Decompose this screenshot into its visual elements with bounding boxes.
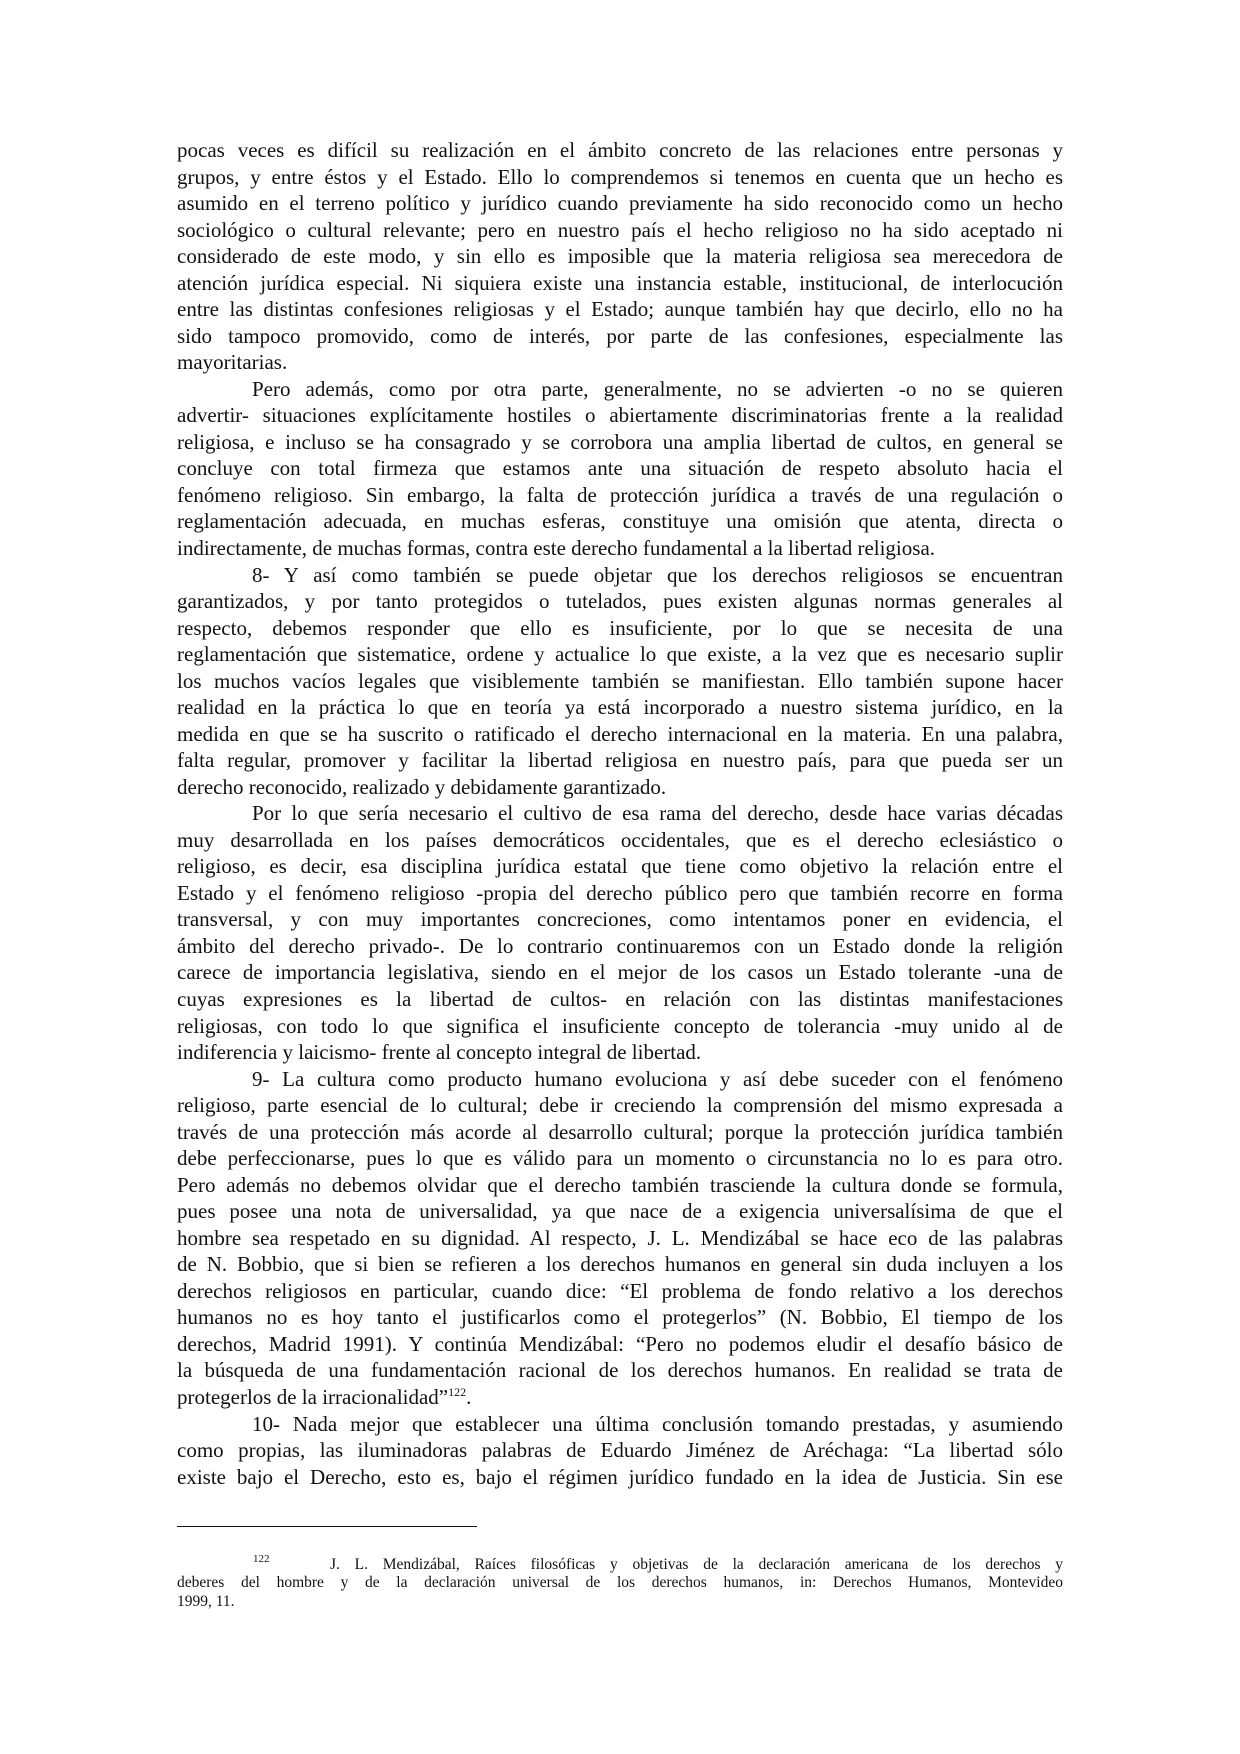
footnote-line xyxy=(177,1574,1063,1592)
line-text: medida en que se ha suscrito o ratificado el derecho internacional en la materia. En una palabra, xyxy=(177,721,1063,746)
text-line xyxy=(177,694,1063,721)
text-line xyxy=(177,455,1063,482)
line-text: Por lo que sería necesario el cultivo de esa rama del derecho, desde hace varias décadas xyxy=(252,801,1063,826)
text-line xyxy=(177,482,1063,509)
line-text: 10- Nada mejor que establecer una última conclusión tomando prestadas, y asumiendo xyxy=(252,1411,1063,1436)
line-text: advertir- situaciones explícitamente hostiles o abiertamente discriminatorias frente a la realidad xyxy=(177,403,1063,428)
body-text xyxy=(177,137,1063,1490)
text-line xyxy=(177,986,1063,1013)
line-text: fenómeno religioso. Sin embargo, la falta de protección jurídica a través de una regulación o xyxy=(177,482,1063,507)
text-line xyxy=(177,1225,1063,1252)
text-line xyxy=(177,349,1063,376)
paragraph xyxy=(177,376,1063,562)
text-line xyxy=(177,615,1063,642)
paragraph xyxy=(177,137,1063,376)
text-line xyxy=(177,535,1063,562)
footnote-text: J. L. Mendizábal, Raíces filosóficas y objetivas de la declaración americana de los derechos y xyxy=(330,1556,1063,1573)
text-line xyxy=(177,1437,1063,1464)
footnote-reference[interactable]: 122 xyxy=(448,1384,467,1399)
text-line xyxy=(177,1331,1063,1358)
text-line xyxy=(177,137,1063,164)
text-line xyxy=(177,774,1063,801)
text-line xyxy=(177,721,1063,748)
text-line xyxy=(177,1464,1063,1491)
text-line xyxy=(177,376,1063,403)
line-text: religioso, es decir, esa disciplina jurídica estatal que tiene como objetivo la relación entre el xyxy=(177,854,1063,879)
line-text: pues posee una nota de universalidad, ya que nace de a exigencia universalísima de que el xyxy=(177,1199,1063,1224)
line-text: 9- La cultura como producto humano evoluciona y así debe suceder con el fenómeno xyxy=(252,1066,1063,1091)
text-line xyxy=(177,270,1063,297)
text-line xyxy=(177,323,1063,350)
text-line xyxy=(177,1198,1063,1225)
text-line xyxy=(177,296,1063,323)
text-line xyxy=(177,1039,1063,1066)
line-text: asumido en el terreno político y jurídico cuando previamente ha sido reconocido como un hecho xyxy=(177,191,1063,216)
text-line xyxy=(177,217,1063,244)
line-text: concluye con total firmeza que estamos ante una situación de respeto absoluto hacia el xyxy=(177,456,1063,481)
line-text: debe perfeccionarse, pues lo que es válido para un momento o circunstancia no lo es para otro. xyxy=(177,1146,1063,1171)
text-line xyxy=(177,1066,1063,1093)
line-text: Estado y el fenómeno religioso -propia del derecho público pero que también recorre en forma xyxy=(177,880,1063,905)
text-line xyxy=(177,402,1063,429)
line-text: garantizados, y por tanto protegidos o tutelados, pues existen algunas normas generales al xyxy=(177,589,1063,614)
line-text: derechos, Madrid 1991). Y continúa Mendizábal: “Pero no podemos eludir el desafío básico de xyxy=(177,1331,1063,1356)
line-text: sido tampoco promovido, como de interés, por parte de las confesiones, especialmente las xyxy=(177,323,1063,348)
line-text: como propias, las iluminadoras palabras de Eduardo Jiménez de Aréchaga: “La libertad sólo xyxy=(177,1438,1063,1463)
line-text: través de una protección más acorde al desarrollo cultural; porque la protección jurídica también xyxy=(177,1119,1063,1144)
text-line xyxy=(177,1092,1063,1119)
text-line xyxy=(177,588,1063,615)
line-text: pocas veces es difícil su realización en el ámbito concreto de las relaciones entre personas y xyxy=(177,138,1063,162)
text-line xyxy=(177,800,1063,827)
line-text: atención jurídica especial. Ni siquiera existe una instancia estable, institucional, de interlocución xyxy=(177,270,1063,295)
line-text: realidad en la práctica lo que en teoría ya está incorporado a nuestro sistema jurídico, en la xyxy=(177,695,1063,720)
line-text: indiferencia y laicismo- frente al concepto integral de libertad. xyxy=(177,1040,702,1065)
footnote-text: 1999, 11. xyxy=(177,1592,235,1610)
line-text: religioso, parte esencial de lo cultural; debe ir creciendo la comprensión del mismo expresada a xyxy=(177,1093,1063,1118)
line-text: sociológico o cultural relevante; pero en nuestro país el hecho religioso no ha sido aceptado ni xyxy=(177,217,1063,242)
line-text: los muchos vacíos legales que visiblemente también se manifiestan. Ello también supone hacer xyxy=(177,668,1063,693)
text-line xyxy=(177,827,1063,854)
footnote-separator xyxy=(177,1526,477,1527)
line-text: 8- Y así como también se puede objetar que los derechos religiosos se encuentran xyxy=(252,562,1063,587)
line-text: religiosa, e incluso se ha consagrado y se corrobora una amplia libertad de cultos, en general se xyxy=(177,429,1063,454)
text-line xyxy=(177,429,1063,456)
text-line xyxy=(177,508,1063,535)
text-line xyxy=(177,1384,1063,1411)
text-line xyxy=(177,1278,1063,1305)
line-text: considerado de este modo, y sin ello es imposible que la materia religiosa sea merecedora de xyxy=(177,244,1063,269)
line-text: existe bajo el Derecho, esto es, bajo el régimen jurídico fundado en la idea de Justicia. Sin ese xyxy=(177,1464,1063,1489)
text-line xyxy=(177,933,1063,960)
footnote-line: 122 J. L. Mendizábal, Raíces filosóficas y objetivas de la declaración americana de los derechos y xyxy=(253,1553,1063,1573)
line-text: religiosas, con todo lo que significa el insuficiente concepto de tolerancia -muy unido al de xyxy=(177,1013,1063,1038)
text-line xyxy=(177,641,1063,668)
line-text: de N. Bobbio, que si bien se refieren a los derechos humanos en general sin duda incluyen a los xyxy=(177,1252,1063,1277)
line-text-suffix: . xyxy=(466,1384,472,1409)
line-text: cuyas expresiones es la libertad de cultos- en relación con las distintas manifestaciones xyxy=(177,987,1063,1011)
text-line xyxy=(177,1013,1063,1040)
line-text: respecto, debemos responder que ello es insuficiente, por lo que se necesita de una xyxy=(177,615,1063,640)
line-text: Pero además, como por otra parte, generalmente, no se advierten -o no se quieren xyxy=(252,376,1063,401)
text-line xyxy=(177,906,1063,933)
text-line xyxy=(177,1119,1063,1146)
text-line xyxy=(177,747,1063,774)
paragraph xyxy=(177,1411,1063,1491)
line-text: derechos religiosos en particular, cuando dice: “El problema de fondo relativo a los derechos xyxy=(177,1278,1063,1303)
text-line xyxy=(177,853,1063,880)
paragraph xyxy=(177,800,1063,1065)
text-line xyxy=(177,243,1063,270)
footnote-text: deberes del hombre y de la declaración universal de los derechos humanos, in: Derechos Humanos, Montevideo xyxy=(177,1574,1063,1592)
text-line xyxy=(177,1251,1063,1278)
line-text: falta regular, promover y facilitar la libertad religiosa en nuestro país, para que pueda ser un xyxy=(177,748,1063,773)
line-text: grupos, y entre éstos y el Estado. Ello lo comprendemos si tenemos en cuenta que un hecho es xyxy=(177,164,1063,189)
text-line xyxy=(177,880,1063,907)
text-line xyxy=(177,959,1063,986)
text-line xyxy=(177,1172,1063,1199)
line-text: protegerlos de la irracionalidad” xyxy=(177,1384,449,1409)
text-line xyxy=(177,164,1063,191)
line-text: transversal, y con muy importantes concreciones, como intentamos poner en evidencia, el xyxy=(177,907,1063,932)
text-line xyxy=(177,668,1063,695)
line-text: humanos no es hoy tanto el justificarlos como el protegerlos” (N. Bobbio, El tiempo de los xyxy=(177,1305,1063,1330)
line-text: muy desarrollada en los países democráticos occidentales, que es el derecho eclesiástico o xyxy=(177,827,1063,852)
text-line xyxy=(177,1304,1063,1331)
text-line xyxy=(177,562,1063,589)
text-line xyxy=(177,1357,1063,1384)
footnote-line xyxy=(177,1593,1063,1611)
line-text: reglamentación que sistematice, ordene y actualice lo que existe, a la vez que es necesario suplir xyxy=(177,642,1063,667)
line-text: indirectamente, de muchas formas, contra este derecho fundamental a la libertad religiosa. xyxy=(177,535,936,560)
line-text: ámbito del derecho privado-. De lo contrario continuaremos con un Estado donde la religión xyxy=(177,933,1063,958)
text-line xyxy=(177,190,1063,217)
line-text: Pero además no debemos olvidar que el derecho también trasciende la cultura donde se formula, xyxy=(177,1172,1063,1197)
line-text: mayoritarias. xyxy=(177,350,288,375)
line-text: hombre sea respetado en su dignidad. Al respecto, J. L. Mendizábal se hace eco de las palabras xyxy=(177,1225,1063,1250)
paragraph xyxy=(177,562,1063,801)
text-line xyxy=(177,1145,1063,1172)
footnote xyxy=(177,1553,1063,1611)
line-text: derecho reconocido, realizado y debidamente garantizado. xyxy=(177,774,667,799)
paragraph xyxy=(177,1066,1063,1411)
line-text: reglamentación adecuada, en muchas esferas, constituye una omisión que atenta, directa o xyxy=(177,509,1063,534)
line-text: carece de importancia legislativa, siendo en el mejor de los casos un Estado tolerante -una de xyxy=(177,960,1063,985)
line-text: la búsqueda de una fundamentación racional de los derechos humanos. En realidad se trata de xyxy=(177,1358,1063,1383)
line-text: entre las distintas confesiones religiosas y el Estado; aunque también hay que decirlo, ello no ha xyxy=(177,297,1063,322)
text-line xyxy=(177,1411,1063,1438)
